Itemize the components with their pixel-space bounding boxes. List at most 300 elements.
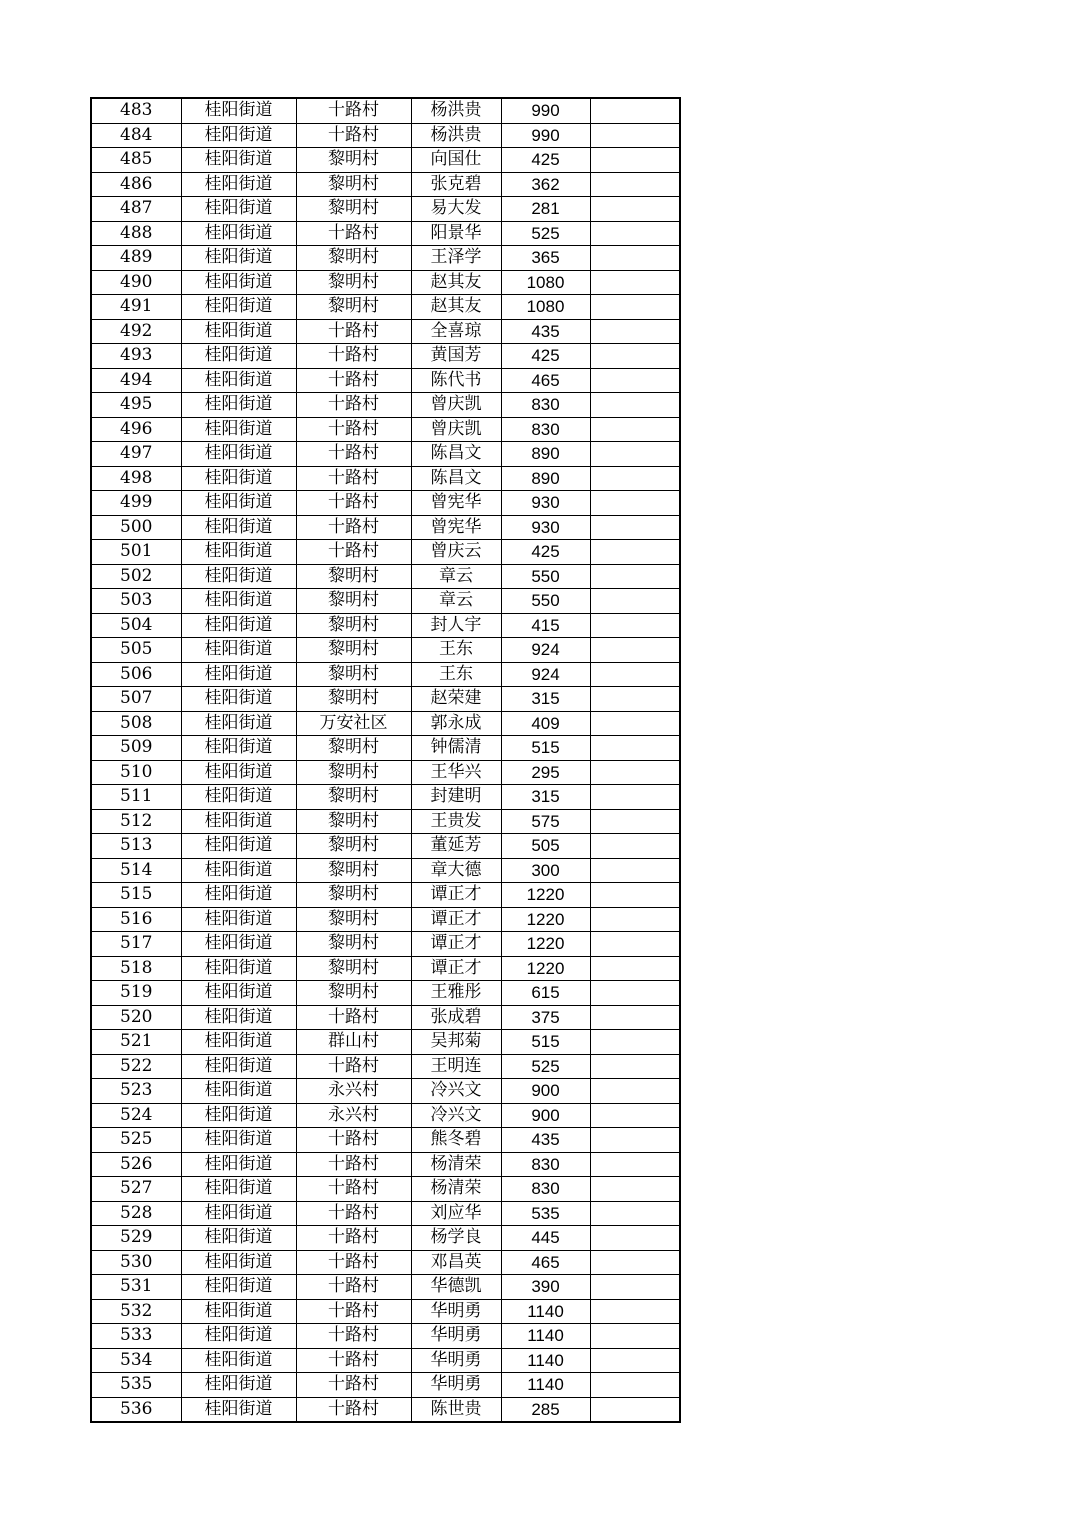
row-number-cell: 496 [91,417,181,442]
amount-cell: 505 [501,834,590,859]
name-cell: 张成碧 [411,1005,501,1030]
table-row [91,1103,680,1128]
name-cell: 钟儒清 [411,736,501,761]
row-number-cell: 506 [91,662,181,687]
village-cell: 黎明村 [296,883,411,908]
amount-cell: 550 [501,564,590,589]
row-number-cell: 483 [91,98,181,123]
table-row [91,834,680,859]
name-cell: 黄国芳 [411,344,501,369]
street-cell: 桂阳街道 [181,172,296,197]
name-cell: 赵荣建 [411,687,501,712]
street-cell: 桂阳街道 [181,907,296,932]
village-cell: 黎明村 [296,736,411,761]
street-cell: 桂阳街道 [181,809,296,834]
row-number-cell: 531 [91,1275,181,1300]
village-cell: 十路村 [296,1152,411,1177]
street-cell: 桂阳街道 [181,246,296,271]
name-cell: 陈世贵 [411,1397,501,1422]
street-cell: 桂阳街道 [181,638,296,663]
name-cell: 郭永成 [411,711,501,736]
village-cell: 十路村 [296,1324,411,1349]
table-row [91,98,680,123]
table-row [91,1005,680,1030]
table-row [91,711,680,736]
note-cell [590,1079,680,1104]
street-cell: 桂阳街道 [181,1079,296,1104]
street-cell: 桂阳街道 [181,687,296,712]
street-cell: 桂阳街道 [181,221,296,246]
street-cell: 桂阳街道 [181,1103,296,1128]
note-cell [590,613,680,638]
village-cell: 黎明村 [296,662,411,687]
row-number-cell: 491 [91,295,181,320]
village-cell: 黎明村 [296,564,411,589]
village-cell: 十路村 [296,515,411,540]
village-cell: 十路村 [296,1128,411,1153]
note-cell [590,417,680,442]
amount-cell: 525 [501,1054,590,1079]
amount-cell: 900 [501,1103,590,1128]
row-number-cell: 520 [91,1005,181,1030]
village-cell: 十路村 [296,1177,411,1202]
row-number-cell: 513 [91,834,181,859]
amount-cell: 435 [501,1128,590,1153]
table-row [91,1177,680,1202]
street-cell: 桂阳街道 [181,956,296,981]
amount-cell: 525 [501,221,590,246]
table-row [91,932,680,957]
table-row [91,760,680,785]
name-cell: 刘应华 [411,1201,501,1226]
name-cell: 董延芳 [411,834,501,859]
name-cell: 曾宪华 [411,515,501,540]
name-cell: 华德凯 [411,1275,501,1300]
street-cell: 桂阳街道 [181,368,296,393]
amount-cell: 550 [501,589,590,614]
subsidy-table [90,97,681,1423]
row-number-cell: 518 [91,956,181,981]
street-cell: 桂阳街道 [181,1299,296,1324]
name-cell: 杨学良 [411,1226,501,1251]
amount-cell: 515 [501,736,590,761]
note-cell [590,589,680,614]
street-cell: 桂阳街道 [181,760,296,785]
note-cell [590,246,680,271]
row-number-cell: 530 [91,1250,181,1275]
amount-cell: 1140 [501,1373,590,1398]
note-cell [590,1177,680,1202]
village-cell: 黎明村 [296,295,411,320]
name-cell: 王东 [411,662,501,687]
note-cell [590,1299,680,1324]
row-number-cell: 533 [91,1324,181,1349]
table-row [91,809,680,834]
table-row [91,172,680,197]
table-row [91,417,680,442]
street-cell: 桂阳街道 [181,1324,296,1349]
name-cell: 章云 [411,589,501,614]
village-cell: 黎明村 [296,197,411,222]
street-cell: 桂阳街道 [181,148,296,173]
amount-cell: 535 [501,1201,590,1226]
street-cell: 桂阳街道 [181,1348,296,1373]
table-row [91,662,680,687]
table-row [91,613,680,638]
amount-cell: 375 [501,1005,590,1030]
amount-cell: 830 [501,393,590,418]
village-cell: 十路村 [296,98,411,123]
note-cell [590,319,680,344]
village-cell: 十路村 [296,1226,411,1251]
row-number-cell: 497 [91,442,181,467]
row-number-cell: 510 [91,760,181,785]
village-cell: 万安社区 [296,711,411,736]
name-cell: 陈代书 [411,368,501,393]
street-cell: 桂阳街道 [181,1373,296,1398]
note-cell [590,368,680,393]
name-cell: 曾庆云 [411,540,501,565]
row-number-cell: 514 [91,858,181,883]
table-row [91,1054,680,1079]
amount-cell: 830 [501,417,590,442]
name-cell: 曾宪华 [411,491,501,516]
village-cell: 十路村 [296,123,411,148]
note-cell [590,736,680,761]
row-number-cell: 526 [91,1152,181,1177]
table-row [91,785,680,810]
row-number-cell: 504 [91,613,181,638]
street-cell: 桂阳街道 [181,1152,296,1177]
name-cell: 华明勇 [411,1373,501,1398]
note-cell [590,295,680,320]
row-number-cell: 508 [91,711,181,736]
name-cell: 阳景华 [411,221,501,246]
village-cell: 黎明村 [296,172,411,197]
row-number-cell: 524 [91,1103,181,1128]
row-number-cell: 486 [91,172,181,197]
village-cell: 十路村 [296,1299,411,1324]
name-cell: 谭正才 [411,956,501,981]
amount-cell: 295 [501,760,590,785]
row-number-cell: 499 [91,491,181,516]
amount-cell: 1080 [501,270,590,295]
amount-cell: 990 [501,123,590,148]
note-cell [590,197,680,222]
row-number-cell: 534 [91,1348,181,1373]
amount-cell: 425 [501,344,590,369]
table-row [91,687,680,712]
note-cell [590,270,680,295]
note-cell [590,515,680,540]
row-number-cell: 488 [91,221,181,246]
name-cell: 曾庆凯 [411,393,501,418]
note-cell [590,123,680,148]
street-cell: 桂阳街道 [181,858,296,883]
note-cell [590,540,680,565]
name-cell: 王明连 [411,1054,501,1079]
row-number-cell: 519 [91,981,181,1006]
note-cell [590,564,680,589]
note-cell [590,148,680,173]
amount-cell: 365 [501,246,590,271]
name-cell: 全喜琼 [411,319,501,344]
name-cell: 封建明 [411,785,501,810]
name-cell: 张克碧 [411,172,501,197]
table-row [91,148,680,173]
village-cell: 黎明村 [296,270,411,295]
name-cell: 易大发 [411,197,501,222]
amount-cell: 1080 [501,295,590,320]
name-cell: 熊冬碧 [411,1128,501,1153]
amount-cell: 575 [501,809,590,834]
street-cell: 桂阳街道 [181,1128,296,1153]
table-row [91,246,680,271]
amount-cell: 362 [501,172,590,197]
note-cell [590,1054,680,1079]
note-cell [590,1250,680,1275]
street-cell: 桂阳街道 [181,1226,296,1251]
note-cell [590,1152,680,1177]
table-row [91,1324,680,1349]
table-row [91,197,680,222]
note-cell [590,1005,680,1030]
amount-cell: 830 [501,1152,590,1177]
street-cell: 桂阳街道 [181,123,296,148]
village-cell: 黎明村 [296,981,411,1006]
note-cell [590,221,680,246]
table-row [91,515,680,540]
village-cell: 黎明村 [296,613,411,638]
table-row [91,981,680,1006]
row-number-cell: 500 [91,515,181,540]
note-cell [590,956,680,981]
note-cell [590,344,680,369]
village-cell: 十路村 [296,466,411,491]
amount-cell: 1140 [501,1348,590,1373]
name-cell: 杨清荣 [411,1152,501,1177]
amount-cell: 465 [501,1250,590,1275]
note-cell [590,1201,680,1226]
amount-cell: 990 [501,98,590,123]
amount-cell: 890 [501,442,590,467]
note-cell [590,1103,680,1128]
street-cell: 桂阳街道 [181,613,296,638]
name-cell: 杨洪贵 [411,123,501,148]
row-number-cell: 490 [91,270,181,295]
street-cell: 桂阳街道 [181,344,296,369]
name-cell: 王华兴 [411,760,501,785]
village-cell: 黎明村 [296,907,411,932]
street-cell: 桂阳街道 [181,1201,296,1226]
row-number-cell: 525 [91,1128,181,1153]
row-number-cell: 516 [91,907,181,932]
village-cell: 永兴村 [296,1079,411,1104]
row-number-cell: 512 [91,809,181,834]
note-cell [590,711,680,736]
note-cell [590,1226,680,1251]
table-row [91,1152,680,1177]
note-cell [590,1348,680,1373]
name-cell: 谭正才 [411,883,501,908]
note-cell [590,98,680,123]
table-row [91,1128,680,1153]
table-row [91,540,680,565]
village-cell: 黎明村 [296,785,411,810]
row-number-cell: 509 [91,736,181,761]
row-number-cell: 523 [91,1079,181,1104]
street-cell: 桂阳街道 [181,270,296,295]
row-number-cell: 489 [91,246,181,271]
row-number-cell: 502 [91,564,181,589]
amount-cell: 615 [501,981,590,1006]
note-cell [590,834,680,859]
street-cell: 桂阳街道 [181,319,296,344]
village-cell: 黎明村 [296,834,411,859]
table-row [91,319,680,344]
name-cell: 杨清荣 [411,1177,501,1202]
amount-cell: 1220 [501,932,590,957]
name-cell: 王东 [411,638,501,663]
row-number-cell: 503 [91,589,181,614]
amount-cell: 285 [501,1397,590,1422]
street-cell: 桂阳街道 [181,981,296,1006]
village-cell: 黎明村 [296,932,411,957]
name-cell: 陈昌文 [411,442,501,467]
row-number-cell: 495 [91,393,181,418]
village-cell: 黎明村 [296,760,411,785]
street-cell: 桂阳街道 [181,1397,296,1422]
street-cell: 桂阳街道 [181,393,296,418]
village-cell: 十路村 [296,1005,411,1030]
row-number-cell: 492 [91,319,181,344]
street-cell: 桂阳街道 [181,711,296,736]
village-cell: 黎明村 [296,246,411,271]
village-cell: 十路村 [296,319,411,344]
street-cell: 桂阳街道 [181,589,296,614]
amount-cell: 924 [501,638,590,663]
table-row [91,1201,680,1226]
table-row [91,466,680,491]
name-cell: 赵其友 [411,295,501,320]
village-cell: 黎明村 [296,687,411,712]
name-cell: 曾庆凯 [411,417,501,442]
name-cell: 赵其友 [411,270,501,295]
amount-cell: 415 [501,613,590,638]
row-number-cell: 494 [91,368,181,393]
village-cell: 十路村 [296,540,411,565]
village-cell: 黎明村 [296,956,411,981]
amount-cell: 409 [501,711,590,736]
note-cell [590,393,680,418]
row-number-cell: 507 [91,687,181,712]
street-cell: 桂阳街道 [181,1030,296,1055]
table-row [91,589,680,614]
name-cell: 杨洪贵 [411,98,501,123]
amount-cell: 1220 [501,907,590,932]
table-row [91,123,680,148]
table-row [91,907,680,932]
table-row [91,368,680,393]
village-cell: 十路村 [296,1250,411,1275]
amount-cell: 300 [501,858,590,883]
name-cell: 陈昌文 [411,466,501,491]
village-cell: 十路村 [296,442,411,467]
street-cell: 桂阳街道 [181,417,296,442]
table-row [91,1079,680,1104]
row-number-cell: 505 [91,638,181,663]
name-cell: 王雅彤 [411,981,501,1006]
street-cell: 桂阳街道 [181,442,296,467]
village-cell: 十路村 [296,1348,411,1373]
name-cell: 向国仕 [411,148,501,173]
name-cell: 谭正才 [411,907,501,932]
amount-cell: 315 [501,785,590,810]
amount-cell: 465 [501,368,590,393]
street-cell: 桂阳街道 [181,491,296,516]
note-cell [590,907,680,932]
amount-cell: 515 [501,1030,590,1055]
row-number-cell: 485 [91,148,181,173]
table-row [91,491,680,516]
row-number-cell: 517 [91,932,181,957]
note-cell [590,491,680,516]
name-cell: 冷兴文 [411,1103,501,1128]
village-cell: 十路村 [296,393,411,418]
row-number-cell: 536 [91,1397,181,1422]
amount-cell: 900 [501,1079,590,1104]
row-number-cell: 535 [91,1373,181,1398]
note-cell [590,172,680,197]
street-cell: 桂阳街道 [181,736,296,761]
row-number-cell: 529 [91,1226,181,1251]
street-cell: 桂阳街道 [181,883,296,908]
note-cell [590,442,680,467]
table-row [91,883,680,908]
note-cell [590,932,680,957]
row-number-cell: 493 [91,344,181,369]
street-cell: 桂阳街道 [181,197,296,222]
street-cell: 桂阳街道 [181,1275,296,1300]
amount-cell: 930 [501,491,590,516]
name-cell: 冷兴文 [411,1079,501,1104]
name-cell: 谭正才 [411,932,501,957]
amount-cell: 930 [501,515,590,540]
row-number-cell: 515 [91,883,181,908]
village-cell: 十路村 [296,1201,411,1226]
street-cell: 桂阳街道 [181,564,296,589]
note-cell [590,1030,680,1055]
name-cell: 吴邦菊 [411,1030,501,1055]
name-cell: 邓昌英 [411,1250,501,1275]
note-cell [590,662,680,687]
amount-cell: 281 [501,197,590,222]
name-cell: 王贵发 [411,809,501,834]
name-cell: 华明勇 [411,1348,501,1373]
note-cell [590,883,680,908]
village-cell: 十路村 [296,1054,411,1079]
village-cell: 黎明村 [296,809,411,834]
street-cell: 桂阳街道 [181,932,296,957]
note-cell [590,785,680,810]
village-cell: 十路村 [296,1275,411,1300]
amount-cell: 830 [501,1177,590,1202]
village-cell: 十路村 [296,344,411,369]
row-number-cell: 532 [91,1299,181,1324]
amount-cell: 1140 [501,1299,590,1324]
note-cell [590,1275,680,1300]
amount-cell: 425 [501,540,590,565]
